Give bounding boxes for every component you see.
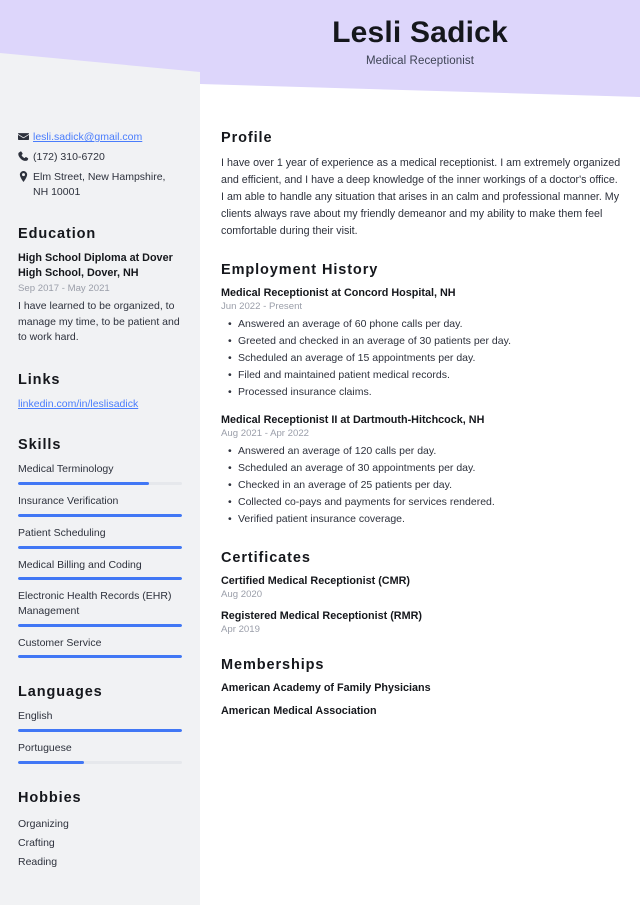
job-date: Jun 2022 - Present — [221, 300, 303, 312]
job-bullets — [221, 316, 621, 401]
location-pin-icon — [18, 170, 33, 182]
links-list — [18, 397, 182, 412]
memberships-list — [221, 682, 621, 717]
skill-item — [18, 494, 182, 517]
skill-label: Medical Billing and Coding — [18, 558, 142, 571]
education-description: I have learned to be organized, to manage my time, to be patient and to work hard. — [18, 300, 180, 344]
contact-value: (172) 310-6720 — [33, 150, 105, 163]
profile-heading: Profile — [221, 130, 273, 146]
header-subtitle: Medical Receptionist — [365, 54, 475, 67]
skill-item — [18, 589, 182, 626]
certificate-name: Registered Medical Receptionist (RMR) — [221, 609, 422, 622]
hobbies-heading: Hobbies — [18, 789, 82, 806]
header — [200, 16, 640, 67]
hobby-item: Crafting — [18, 836, 55, 849]
job-bullet: • Processed insurance claims. — [238, 384, 621, 401]
job-bullet: • Scheduled an average of 30 appointments per day. — [238, 460, 621, 477]
skill-bar-fill — [18, 624, 182, 627]
link-item[interactable] — [18, 397, 182, 412]
language-label: English — [18, 710, 53, 723]
certificate-entry — [221, 575, 621, 600]
job-bullet: • Collected co-pays and payments for services rendered. — [238, 494, 621, 511]
skills-list — [18, 462, 182, 658]
employment-list — [221, 287, 621, 528]
envelope-icon — [18, 130, 33, 142]
certificates-heading: Certificates — [221, 549, 311, 566]
language-bar-track — [18, 761, 182, 764]
job-title: Medical Receptionist II at Dartmouth-Hitchcock, NH — [221, 413, 485, 426]
job-entry — [221, 414, 621, 528]
job-entry — [221, 287, 621, 401]
contact-value: Elm Street, New Hampshire, NH 10001 — [33, 170, 166, 198]
hobby-item: Reading — [18, 855, 58, 868]
certificate-date: Aug 2020 — [221, 588, 263, 600]
memberships-section — [221, 657, 621, 717]
job-bullet: • Answered an average of 60 phone calls per day. — [238, 316, 621, 333]
skill-item — [18, 462, 182, 485]
skill-bar-track — [18, 655, 182, 658]
skill-bar-track — [18, 546, 182, 549]
job-bullet: • Answered an average of 120 calls per day. — [238, 443, 621, 460]
skill-item — [18, 526, 182, 549]
hobby-item: Organizing — [18, 817, 69, 830]
skill-bar-fill — [18, 577, 182, 580]
skill-bar-track — [18, 514, 182, 517]
skill-bar-fill — [18, 546, 182, 549]
skill-bar-fill — [18, 482, 149, 485]
job-bullet: • Checked in an average of 25 patients per day. — [238, 477, 621, 494]
page-title: Lesli Sadick — [332, 16, 508, 49]
contact-value[interactable] — [33, 130, 182, 145]
skill-bar-track — [18, 577, 182, 580]
skill-bar-fill — [18, 655, 182, 658]
languages-heading: Languages — [18, 684, 103, 701]
sidebar — [0, 130, 200, 872]
phone-icon — [18, 150, 33, 162]
employment-section — [221, 262, 621, 528]
skill-label: Customer Service — [18, 636, 102, 649]
language-label: Portuguese — [18, 741, 72, 754]
main-column — [221, 130, 621, 739]
contact-row — [18, 130, 182, 145]
hobbies-list — [18, 815, 182, 872]
membership-item: American Medical Association — [221, 704, 377, 717]
job-bullet: • Filed and maintained patient medical records. — [238, 367, 621, 384]
language-item — [18, 741, 182, 764]
education-heading: Education — [18, 225, 97, 242]
skill-label: Patient Scheduling — [18, 526, 106, 539]
skill-label: Electronic Health Records (EHR) Management — [18, 590, 172, 617]
education-date: Sep 2017 - May 2021 — [18, 283, 110, 295]
education-title: High School Diploma at Dover High School, Dover, NH — [18, 251, 173, 279]
certificates-section — [221, 550, 621, 635]
job-bullets — [221, 443, 621, 528]
memberships-heading: Memberships — [221, 656, 325, 673]
education-entry — [18, 251, 182, 346]
contact-row — [18, 150, 182, 165]
certificate-date: Apr 2019 — [221, 623, 260, 635]
employment-heading: Employment History — [221, 261, 379, 278]
profile-text: I have over 1 year of experience as a medical receptionist. I am extremely organized and efficient, and I have a deep knowledge of the inner workings of a doctor's office. I am able to handle any situation that arises in an calm and professional manner. My clients always rave about my friendly demeanor and my ability to make them feel comfortable during their visit. — [221, 157, 621, 237]
language-bar-track — [18, 729, 182, 732]
language-bar-fill — [18, 761, 84, 764]
link-label[interactable]: linkedin.com/in/leslisadick — [18, 397, 139, 410]
job-bullet: • Verified patient insurance coverage. — [238, 511, 621, 528]
job-title: Medical Receptionist at Concord Hospital, NH — [221, 286, 456, 299]
language-item — [18, 709, 182, 732]
language-bar-fill — [18, 729, 182, 732]
skills-heading: Skills — [18, 437, 62, 454]
certificate-entry — [221, 610, 621, 635]
job-bullet: • Scheduled an average of 15 appointments per day. — [238, 350, 621, 367]
contact-row — [18, 170, 182, 200]
profile-section — [221, 130, 621, 240]
skill-label: Medical Terminology — [18, 463, 114, 476]
links-heading: Links — [18, 371, 61, 388]
skill-bar-fill — [18, 514, 182, 517]
skill-item — [18, 558, 182, 581]
skill-bar-track — [18, 482, 182, 485]
education-list — [18, 251, 182, 346]
certificate-name: Certified Medical Receptionist (CMR) — [221, 574, 410, 587]
certificates-list — [221, 575, 621, 635]
contact-list — [18, 130, 182, 200]
skill-item — [18, 636, 182, 659]
job-bullet: • Greeted and checked in an average of 30 patients per day. — [238, 333, 621, 350]
membership-item: American Academy of Family Physicians — [221, 681, 431, 694]
skill-label: Insurance Verification — [18, 495, 119, 508]
skill-bar-track — [18, 624, 182, 627]
languages-list — [18, 709, 182, 763]
job-date: Aug 2021 - Apr 2022 — [221, 427, 310, 439]
contact-link[interactable]: lesli.sadick@gmail.com — [33, 131, 143, 143]
